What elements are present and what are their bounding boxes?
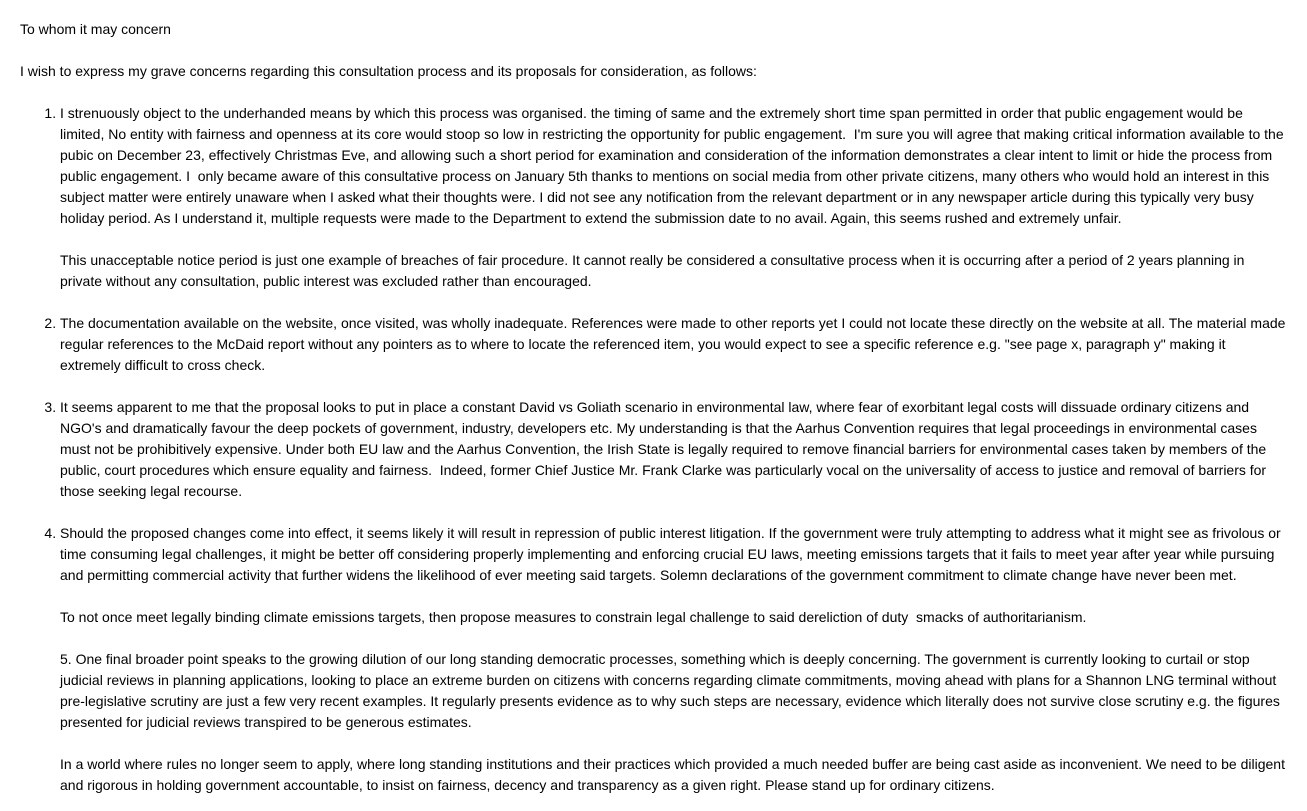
concern-item-3 — [60, 397, 1287, 502]
concern-paragraph: 2. The documentation available on the website, once visited, was wholly inadequate. References were made to other reports yet I could not locate these directly on the website at all. The material made regular references to the McDaid report without any pointers as to where to locate the referenced item, you would expect to see a specific reference e.g. "see page x, paragraph y" making it extremely difficult to cross check. — [60, 315, 1290, 373]
concern-paragraph: 5. One final broader point speaks to the growing dilution of our long standing democratic processes, something which is deeply concerning. The government is currently looking to curtail or stop judicial reviews in planning applications, looking to place an extreme burden on citizens with concerns regarding climate commitments, moving ahead with plans for a Shannon LNG terminal without pre-legislative scrutiny are just a few very recent examples. It regularly presents evidence as to why such steps are necessary, evidence which literally does not survive close scrutiny e.g. the figures presented for judicial reviews transpired to be generous estimates. — [60, 651, 1284, 730]
concern-item-1 — [60, 103, 1287, 292]
concern-item-4 — [60, 523, 1287, 796]
intro-paragraph: I wish to express my grave concerns regarding this consultation process and its proposals for consideration, as follows: — [20, 63, 757, 79]
concern-paragraph: In a world where rules no longer seem to apply, where long standing institutions and their practices which provided a much needed buffer are being cast aside as inconvenient. We need to be diligent and rigorous in holding government accountable, to insist on fairness, decency and transparency as a given right. Please stand up for ordinary citizens. — [60, 756, 1289, 793]
salutation: To whom it may concern — [20, 21, 171, 37]
concern-paragraph: 3. It seems apparent to me that the proposal looks to put in place a constant David vs Goliath scenario in environmental law, where fear of exorbitant legal costs will dissuade ordinary citizens and NGO's and dramatically favour the deep pockets of government, industry, developers etc. My understanding is that the Aarhus Convention requires that legal proceedings in environmental cases must not be prohibitively expensive. Under both EU law and the Aarhus Convention, the Irish State is legally required to remove financial barriers for environmental cases taken by members of the public, court procedures which ensure equality and fairness. Indeed, former Chief Justice Mr. Frank Clarke was particularly vocal on the universality of access to justice and removal of barriers for those seeking legal recourse. — [60, 399, 1271, 499]
concern-paragraph: 1. I strenuously object to the underhanded means by which this process was organised. the timing of same and the extremely short time span permitted in order that public engagement would be limited, No entity with fairness and openness at its core would stoop so low in restricting the opportunity for public engagement. I'm sure you will agree that making critical information available to the pubic on December 23, effectively Christmas Eve, and allowing such a short period for examination and consideration of the information demonstrates a clear intent to limit or hide the process from public engagement. I only became aware of this consultative process on January 5th thanks to mentions on social media from other private citizens, many others who would hold an interest in this subject matter were entirely unaware when I asked what their thoughts were. I did not see any notification from the relevant department or in any newspaper article during this typically very busy holiday period. As I understand it, multiple requests were made to the Department to extend the submission date to no avail. Again, this seems rushed and extremely unfair. — [60, 105, 1288, 226]
concern-paragraph: To not once meet legally binding climate emissions targets, then propose measures to constrain legal challenge to said dereliction of duty smacks of authoritarianism. — [60, 609, 1087, 625]
concern-item-2 — [60, 313, 1290, 376]
concerns-list — [20, 103, 1290, 796]
concern-paragraph: This unacceptable notice period is just one example of breaches of fair procedure. It cannot really be considered a consultative process when it is occurring after a period of 2 years planning in private without any consultation, public interest was excluded rather than encouraged. — [60, 252, 1249, 289]
concern-paragraph: 4. Should the proposed changes come into effect, it seems likely it will result in repression of public interest litigation. If the government were truly attempting to address what it might see as frivolous or time consuming legal challenges, it might be better off considering properly implementing and enforcing crucial EU laws, meeting emissions targets that it fails to meet year after year while pursuing and permitting commercial activity that further widens the likelihood of ever meeting said targets. Solemn declarations of the government commitment to climate change have never been met. — [60, 525, 1285, 583]
